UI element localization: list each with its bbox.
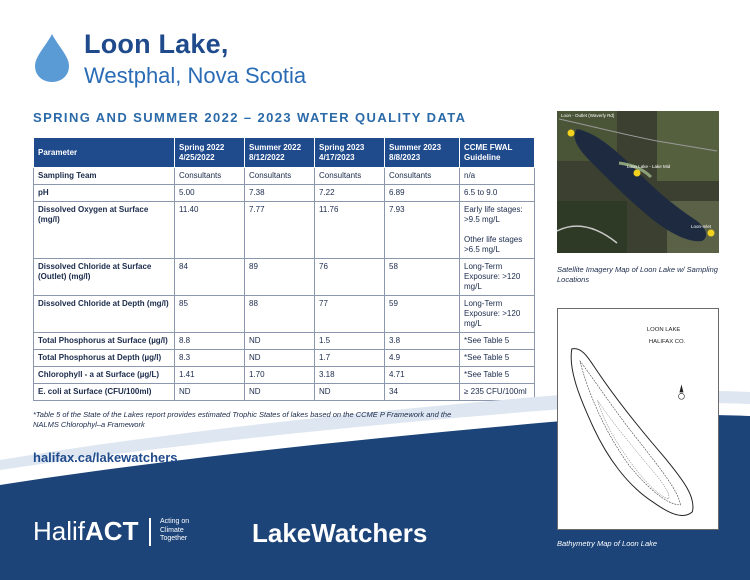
lakewatchers-logo: LakeWatchers bbox=[252, 518, 428, 548]
table-cell: Early life stages: >9.5 mg/L Other life stages >6.5 mg/L bbox=[460, 202, 535, 259]
table-cell: *See Table 5 bbox=[460, 367, 535, 384]
table-cell: 7.38 bbox=[245, 185, 315, 202]
table-header-cell: Summer 2022 8/12/2022 bbox=[245, 138, 315, 168]
table-row bbox=[34, 333, 535, 350]
table-cell: Consultants bbox=[315, 168, 385, 185]
table-cell: 85 bbox=[175, 296, 245, 333]
table-cell: 4.71 bbox=[385, 367, 460, 384]
table-cell: Consultants bbox=[385, 168, 460, 185]
satellite-map-image bbox=[557, 111, 719, 253]
table-cell: Consultants bbox=[175, 168, 245, 185]
table-cell: 77 bbox=[315, 296, 385, 333]
table-cell: Chlorophyll - a at Surface (µg/L) bbox=[34, 367, 175, 384]
table-cell: 7.77 bbox=[245, 202, 315, 259]
table-cell: 84 bbox=[175, 259, 245, 296]
table-cell: *See Table 5 bbox=[460, 350, 535, 367]
table-header-cell: Parameter bbox=[34, 138, 175, 168]
table-row bbox=[34, 296, 535, 333]
table-cell: 3.8 bbox=[385, 333, 460, 350]
bathymetry-map-image bbox=[557, 308, 719, 530]
table-cell: n/a bbox=[460, 168, 535, 185]
table-cell: Dissolved Chloride at Surface (Outlet) (mg/l) bbox=[34, 259, 175, 296]
table-header-row bbox=[34, 138, 535, 168]
table-cell: ND bbox=[245, 350, 315, 367]
water-quality-table bbox=[33, 137, 535, 401]
bathymetry-title: LOON LAKE bbox=[646, 327, 681, 334]
halifact-logo: HalifACT bbox=[33, 516, 139, 546]
table-cell: 6.5 to 9.0 bbox=[460, 185, 535, 202]
table-cell: 58 bbox=[385, 259, 460, 296]
table-cell: 59 bbox=[385, 296, 460, 333]
table-footnote: *Table 5 of the State of the Lakes report provides estimated Trophic States of lakes based on the CCME P Framework and the NALMS Chlorophyl–a Framework bbox=[33, 410, 452, 429]
halifact-tagline: Acting on Climate Together bbox=[160, 518, 190, 542]
table-header-cell: Summer 2023 8/8/2023 bbox=[385, 138, 460, 168]
bathymetry-county: HALIFAX CO. bbox=[648, 338, 686, 345]
table-cell: ND bbox=[245, 333, 315, 350]
table-cell: Total Phosphorus at Depth (µg/l) bbox=[34, 350, 175, 367]
table-cell: 5.00 bbox=[175, 185, 245, 202]
table-cell: ≥ 235 CFU/100ml bbox=[460, 384, 535, 401]
satellite-caption: Satellite Imagery Map of Loon Lake w/ Sampling Locations bbox=[557, 265, 718, 284]
table-cell: 8.3 bbox=[175, 350, 245, 367]
logo-divider bbox=[149, 518, 151, 546]
table-cell: Total Phosphorus at Surface (µg/l) bbox=[34, 333, 175, 350]
table-cell: 7.22 bbox=[315, 185, 385, 202]
page-title: Loon Lake, bbox=[84, 29, 229, 59]
table-cell: 3.18 bbox=[315, 367, 385, 384]
water-drop-icon bbox=[33, 33, 71, 83]
table-row bbox=[34, 350, 535, 367]
table-cell: Dissolved Chloride at Depth (mg/l) bbox=[34, 296, 175, 333]
table-cell: pH bbox=[34, 185, 175, 202]
table-row bbox=[34, 168, 535, 185]
table-cell: 1.5 bbox=[315, 333, 385, 350]
table-cell: 6.89 bbox=[385, 185, 460, 202]
table-cell: 1.7 bbox=[315, 350, 385, 367]
table-cell: ND bbox=[315, 384, 385, 401]
table-cell: E. coli at Surface (CFU/100ml) bbox=[34, 384, 175, 401]
sampling-label-mid: Loon Lake - Lake Mid bbox=[627, 164, 671, 169]
table-cell: 34 bbox=[385, 384, 460, 401]
table-row bbox=[34, 259, 535, 296]
website-link[interactable]: halifax.ca/lakewatchers bbox=[33, 450, 178, 465]
table-cell: Dissolved Oxygen at Surface (mg/l) bbox=[34, 202, 175, 259]
table-row bbox=[34, 367, 535, 384]
table-cell: Long-Term Exposure: >120 mg/L bbox=[460, 296, 535, 333]
sampling-label-inlet: Loon-Inlet bbox=[691, 224, 712, 229]
table-cell: 11.76 bbox=[315, 202, 385, 259]
table-header-cell: Spring 2022 4/25/2022 bbox=[175, 138, 245, 168]
table-cell: 1.70 bbox=[245, 367, 315, 384]
table-cell: 7.93 bbox=[385, 202, 460, 259]
table-row bbox=[34, 202, 535, 259]
table-row bbox=[34, 185, 535, 202]
section-title: SPRING AND SUMMER 2022 – 2023 WATER QUALITY DATA bbox=[33, 110, 467, 125]
table-cell: ND bbox=[175, 384, 245, 401]
table-cell: *See Table 5 bbox=[460, 333, 535, 350]
page-location: Westphal, Nova Scotia bbox=[84, 63, 307, 88]
bathymetry-caption: Bathymetry Map of Loon Lake bbox=[557, 539, 658, 548]
table-cell: Consultants bbox=[245, 168, 315, 185]
table-cell: 88 bbox=[245, 296, 315, 333]
table-cell: 4.9 bbox=[385, 350, 460, 367]
table-header-cell: Spring 2023 4/17/2023 bbox=[315, 138, 385, 168]
table-cell: 1.41 bbox=[175, 367, 245, 384]
table-cell: 8.8 bbox=[175, 333, 245, 350]
table-cell: 76 bbox=[315, 259, 385, 296]
table-cell: Long-Term Exposure: >120 mg/L bbox=[460, 259, 535, 296]
table-header-cell: CCME FWAL Guideline bbox=[460, 138, 535, 168]
table-cell: Sampling Team bbox=[34, 168, 175, 185]
table-cell: ND bbox=[245, 384, 315, 401]
sampling-label-outlet: Loon - Outlet (Waverly Rd) bbox=[561, 113, 615, 118]
table-cell: 89 bbox=[245, 259, 315, 296]
table-cell: 11.40 bbox=[175, 202, 245, 259]
